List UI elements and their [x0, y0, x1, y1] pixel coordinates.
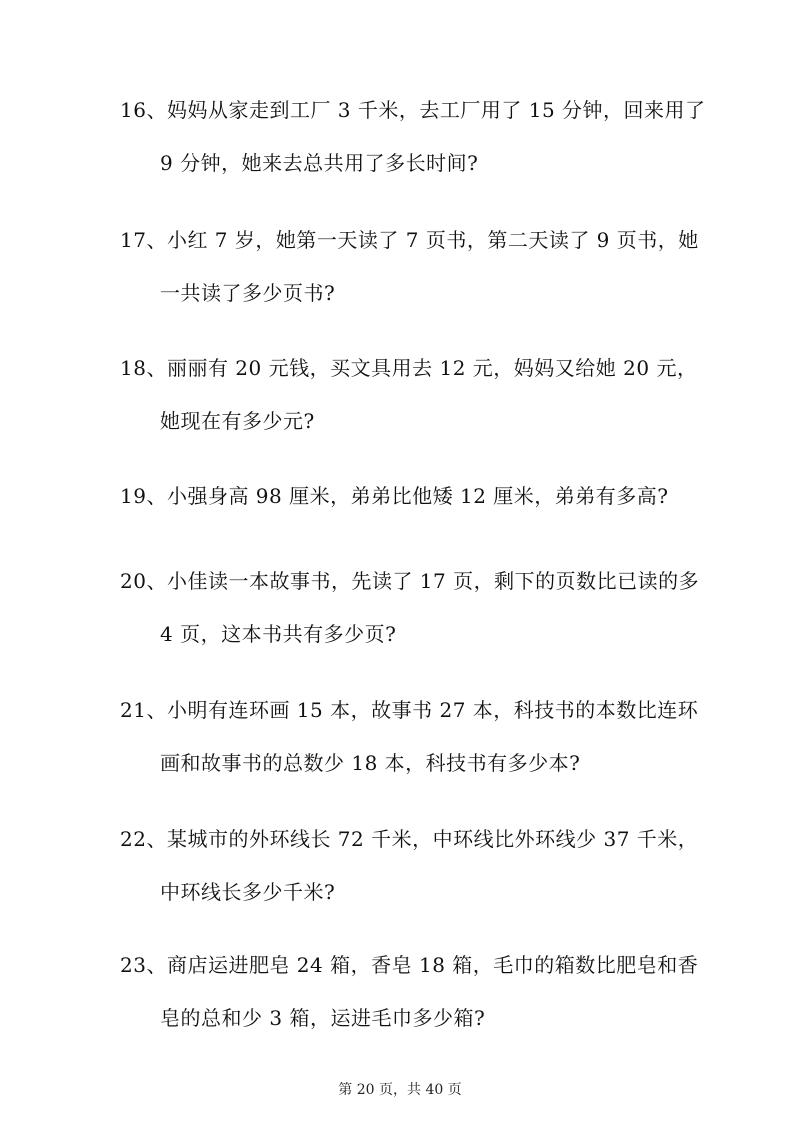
problem-23-line-2: 皂的总和少 3 箱，运进毛巾多少箱?	[160, 1006, 486, 1030]
problem-18	[120, 358, 700, 431]
problem-17-line-1: 17、小红 7 岁，她第一天读了 7 页书，第二天读了 9 页书，她	[120, 228, 699, 252]
problem-20-line-1: 20、小佳读一本故事书，先读了 17 页，剩下的页数比已读的多	[120, 569, 700, 593]
problem-16-line-2: 9 分钟，她来去总共用了多长时间?	[160, 151, 479, 175]
problem-21	[120, 700, 700, 773]
problem-18-line-2: 她现在有多少元?	[160, 409, 315, 433]
problem-17-line-2: 一共读了多少页书?	[160, 281, 336, 305]
problem-17	[120, 230, 700, 303]
problem-19-line-1: 19、小强身高 98 厘米，弟弟比他矮 12 厘米，弟弟有多高?	[120, 484, 669, 508]
problem-22-line-1: 22、某城市的外环线长 72 千米，中环线比外环线少 37 千米，	[120, 827, 699, 851]
problem-20-line-2: 4 页，这本书共有多少页?	[160, 622, 397, 646]
problem-19	[120, 486, 700, 506]
problem-21-line-2: 画和故事书的总数少 18 本，科技书有多少本?	[160, 751, 581, 775]
problem-22-line-2: 中环线长多少千米?	[160, 880, 336, 904]
problem-16-line-1: 16、妈妈从家走到工厂 3 千米，去工厂用了 15 分钟，回来用了	[120, 98, 706, 122]
problem-23-line-1: 23、商店运进肥皂 24 箱，香皂 18 箱，毛巾的箱数比肥皂和香	[120, 953, 699, 977]
problem-21-line-1: 21、小明有连环画 15 本，故事书 27 本，科技书的本数比连环	[120, 698, 699, 722]
page-number-footer: 第 20 页，共 40 页	[338, 1082, 462, 1098]
problem-23	[120, 955, 700, 1028]
problem-18-line-1: 18、丽丽有 20 元钱，买文具用去 12 元，妈妈又给她 20 元，	[120, 356, 698, 380]
problem-22	[120, 829, 700, 902]
problem-20	[120, 571, 700, 644]
problem-16	[120, 98, 706, 175]
